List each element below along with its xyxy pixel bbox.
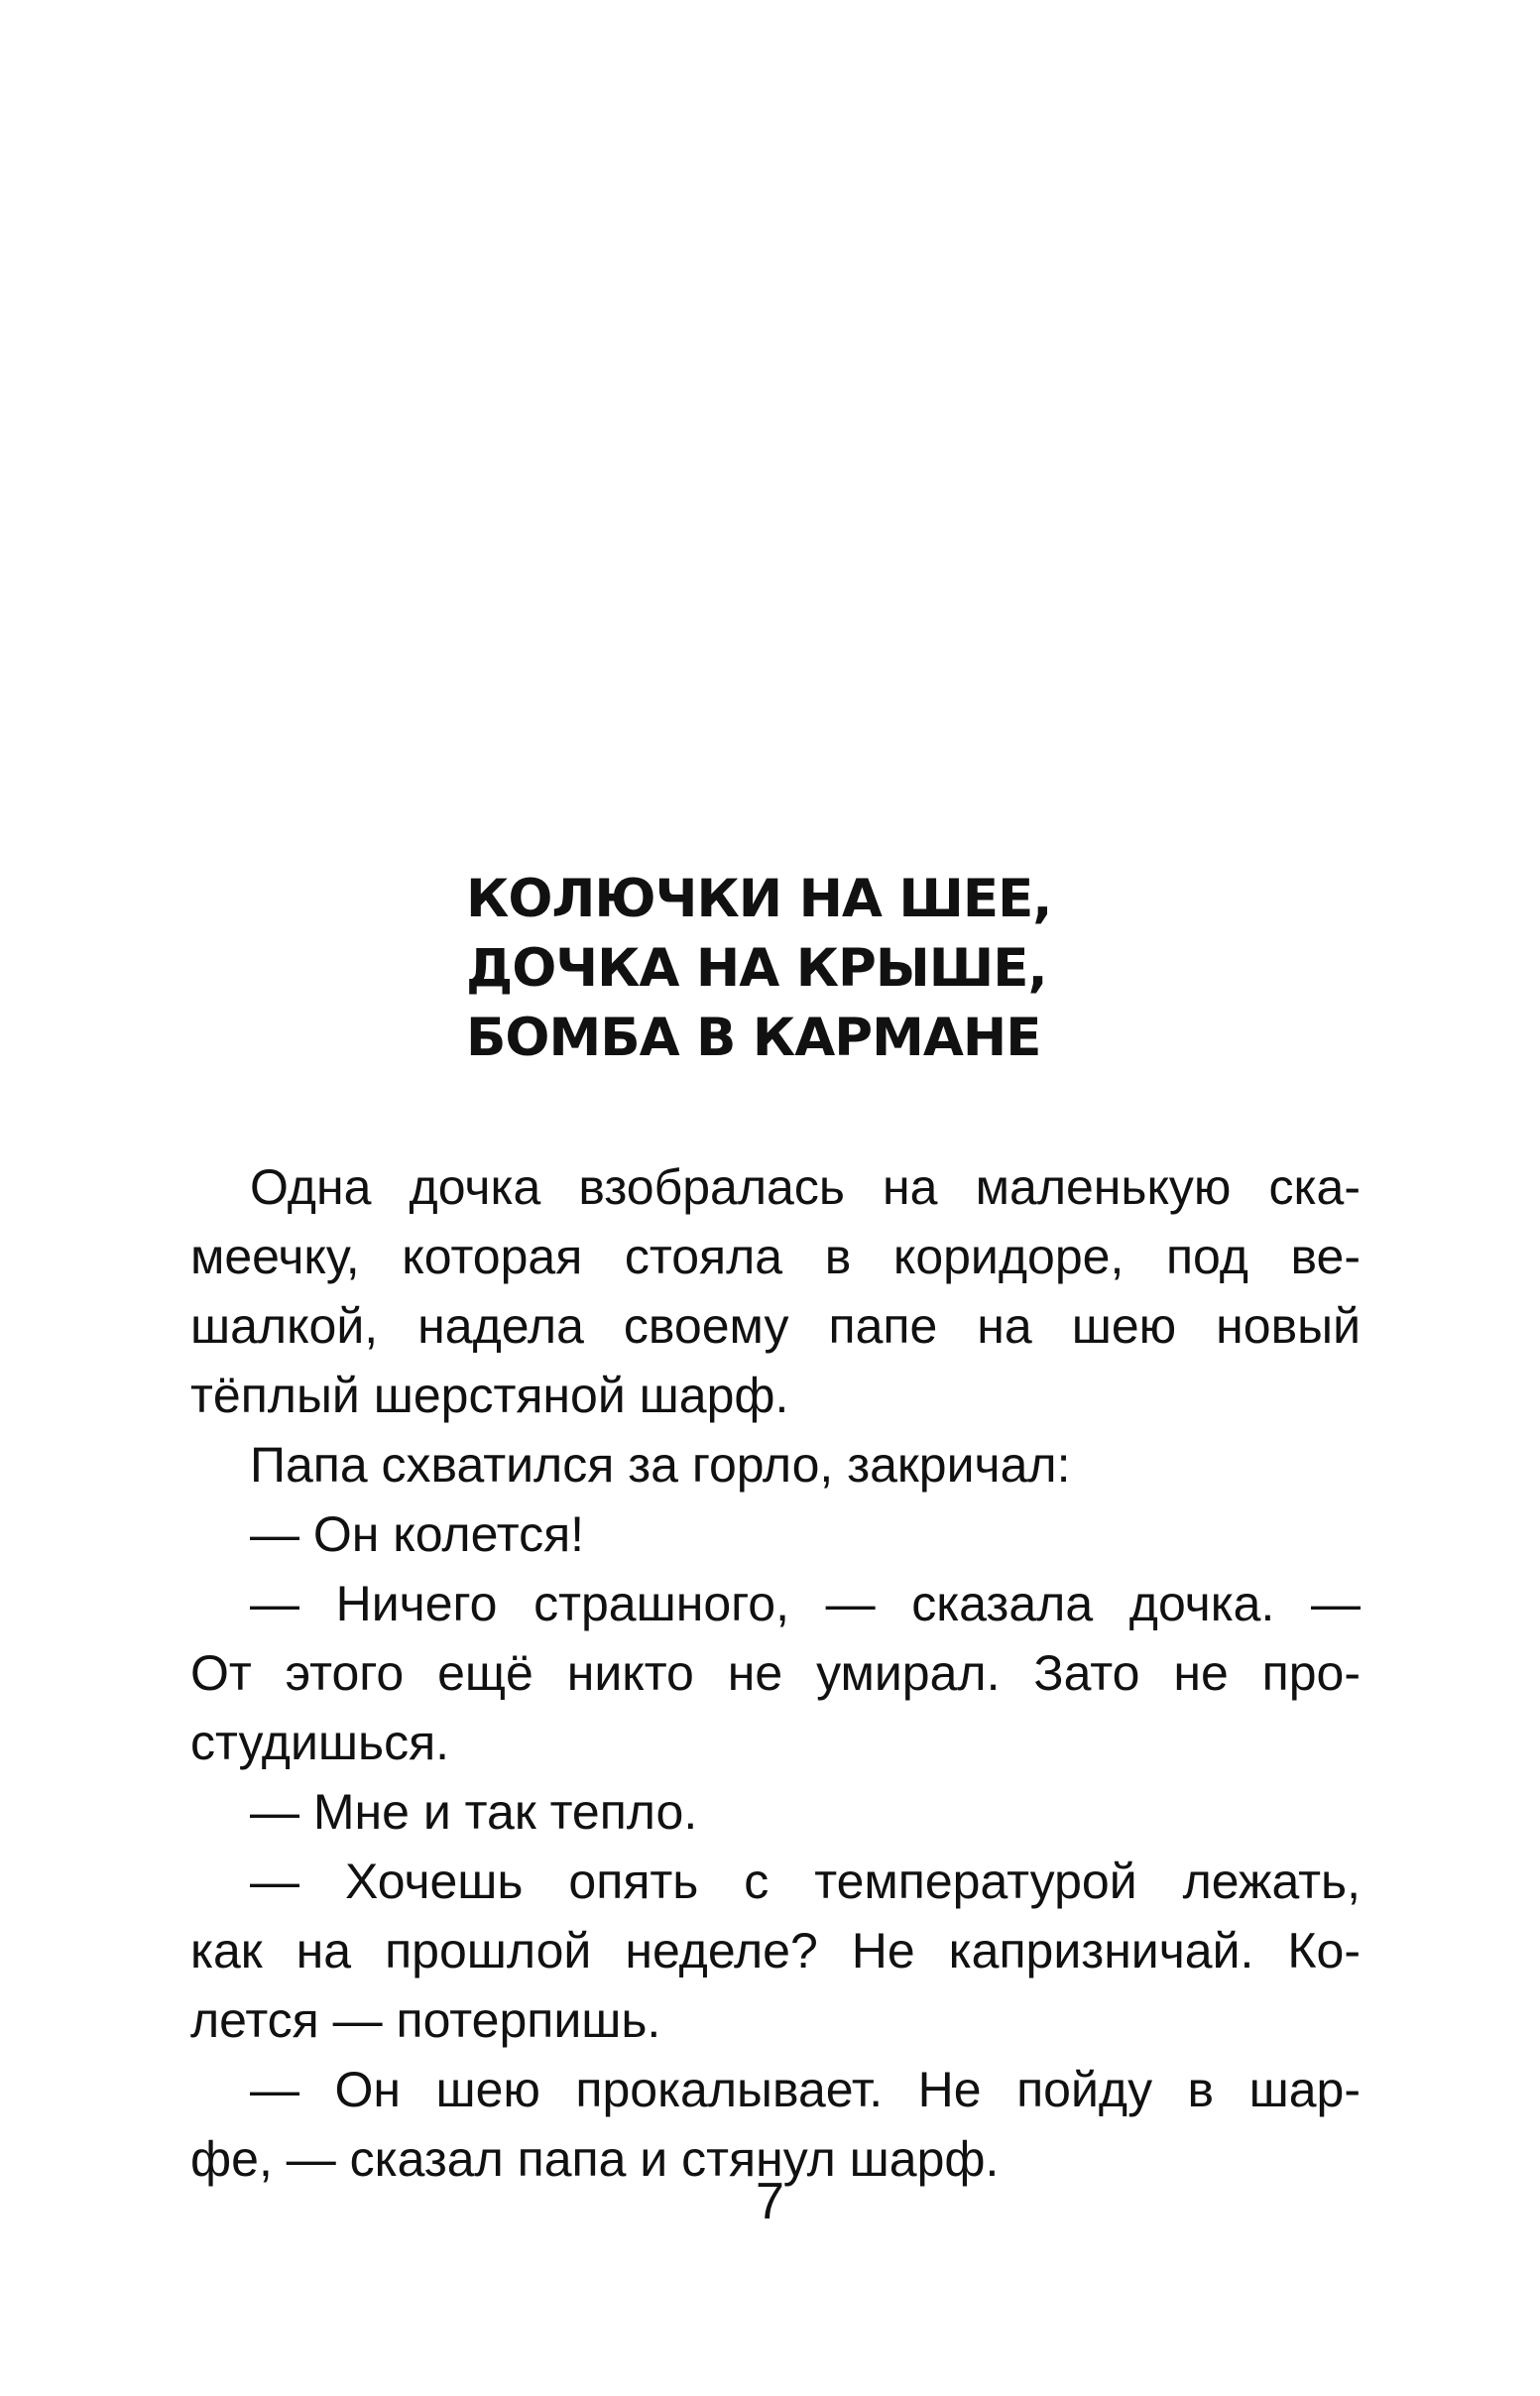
paragraph-3 bbox=[190, 1499, 1361, 1569]
text-line: От этого ещё никто не умирал. Зато не про- bbox=[190, 1645, 1361, 1701]
paragraph-4 bbox=[190, 1569, 1361, 1777]
text-line: как на прошлой неделе? Не капризничай. Ко- bbox=[190, 1923, 1361, 1978]
paragraph-5 bbox=[190, 1777, 1361, 1847]
text-line: тёплый шерстяной шарф. bbox=[190, 1368, 789, 1423]
chapter-title-line-3: БОМБА В КАРМАНЕ bbox=[466, 1008, 1041, 1068]
paragraph-1 bbox=[190, 1152, 1361, 1430]
text-line: меечку, которая стояла в коридоре, под ве- bbox=[190, 1229, 1361, 1284]
text-line: — Он шею прокалывает. Не пойду в шар- bbox=[250, 2062, 1361, 2117]
text-line: Папа схватился за горло, закричал: bbox=[250, 1437, 1071, 1493]
text-line: фе, — сказал папа и стянул шарф. bbox=[190, 2131, 1000, 2187]
text-line: — Он колется! bbox=[250, 1506, 585, 1562]
chapter-title-line-1: КОЛЮЧКИ НА ШЕЕ, bbox=[466, 869, 1052, 929]
paragraph-6 bbox=[190, 1847, 1361, 2055]
text-line: шалкой, надела своему папе на шею новый bbox=[190, 1298, 1361, 1354]
body-text bbox=[190, 1152, 1361, 2194]
chapter-title-line-2: ДОЧКА НА КРЫШЕ, bbox=[466, 938, 1047, 999]
text-line: студишься. bbox=[190, 1715, 450, 1770]
text-line: — Мне и так тепло. bbox=[250, 1784, 698, 1840]
chapter-title bbox=[466, 865, 1160, 1073]
paragraph-2 bbox=[190, 1430, 1361, 1499]
text-line: — Хочешь опять с температурой лежать, bbox=[250, 1854, 1361, 1909]
page-number: 7 bbox=[756, 2173, 784, 2230]
text-line: — Ничего страшного, — сказала дочка. — bbox=[250, 1576, 1361, 1631]
text-line: лется — потерпишь. bbox=[190, 1992, 661, 2048]
text-line: Одна дочка взобралась на маленькую ска- bbox=[250, 1159, 1361, 1215]
